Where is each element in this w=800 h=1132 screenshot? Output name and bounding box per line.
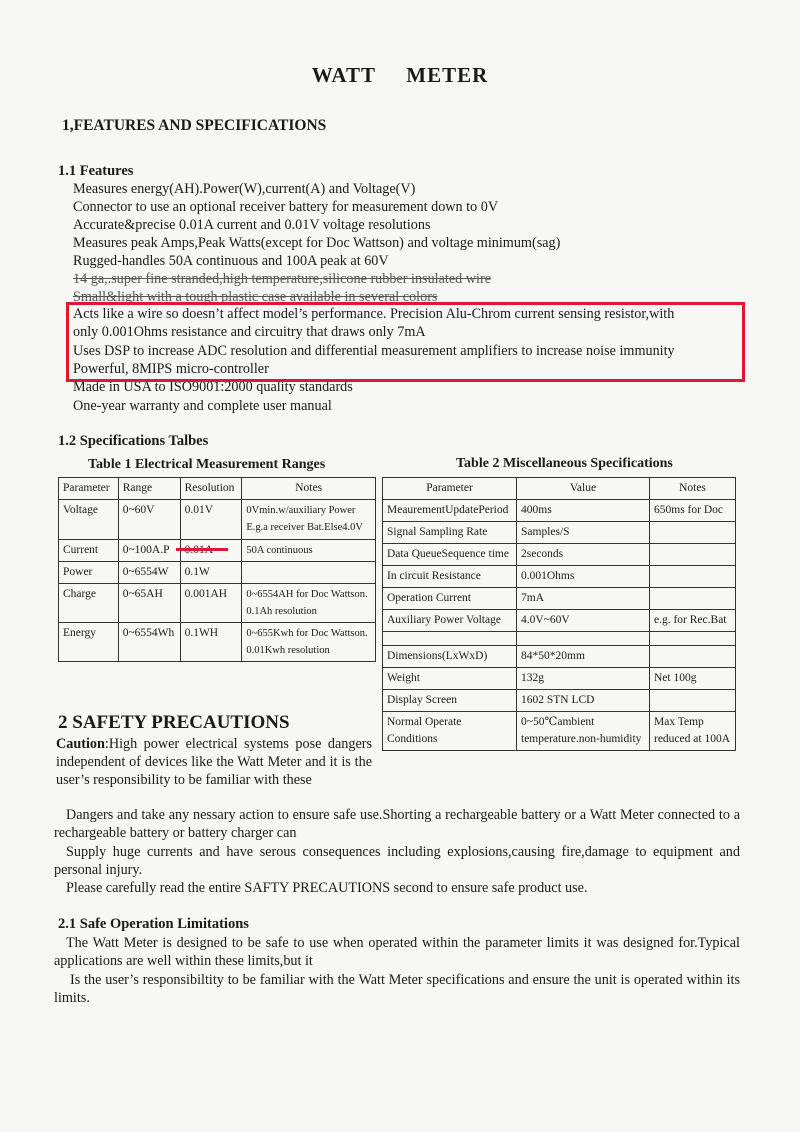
table-cell: MeaurementUpdatePeriod: [383, 500, 517, 522]
table-row: [383, 500, 736, 522]
table-cell: Signal Sampling Rate: [383, 522, 517, 544]
table-cell: 0~50℃ambient temperature.non-humidity: [517, 712, 650, 751]
feature-line-struck: Small&light with a tough plastic case available in several colors: [73, 289, 438, 305]
feature-line: Uses DSP to increase ADC resolution and differential measurement amplifiers to increase noise immunity: [73, 343, 675, 359]
table-cell: [650, 522, 736, 544]
table-cell: 0~655Kwh for Doc Wattson. 0.01Kwh resolution: [242, 623, 376, 662]
table-row: [59, 562, 376, 584]
table-row: [383, 668, 736, 690]
table-cell: e.g. for Rec.Bat: [650, 610, 736, 632]
table-header-cell: Parameter: [59, 478, 119, 500]
section-1-heading: 1,FEATURES AND SPECIFICATIONS: [62, 117, 327, 134]
table-cell: Operation Current: [383, 588, 517, 610]
feature-line: Connector to use an optional receiver battery for measurement down to 0V: [73, 199, 499, 215]
table-cell: [650, 646, 736, 668]
section-2-heading: 2 SAFETY PRECAUTIONS: [58, 712, 290, 733]
table-header-cell: Range: [118, 478, 180, 500]
caution-label: Caution: [56, 736, 105, 752]
table-cell: 1602 STN LCD: [517, 690, 650, 712]
feature-line: Powerful, 8MIPS micro-controller: [73, 361, 269, 377]
table2-caption: Table 2 Miscellaneous Specifications: [456, 456, 673, 471]
table-row: [383, 690, 736, 712]
table-cell: Auxiliary Power Voltage: [383, 610, 517, 632]
table-cell: Energy: [59, 623, 119, 662]
table-row: [59, 584, 376, 623]
table-cell: 0~100A.P: [118, 540, 180, 562]
table-header-cell: Value: [517, 478, 650, 500]
table-cell: [517, 632, 650, 646]
table-row: [383, 544, 736, 566]
caution-paragraph: [56, 735, 372, 789]
table-cell: 400ms: [517, 500, 650, 522]
safety-paragraph: Supply huge currents and have serous consequences including explosions,causing fire,damage to equipment and personal injury.: [54, 844, 740, 878]
section-2-1-heading: 2.1 Safe Operation Limitations: [58, 916, 249, 932]
table-row: [59, 500, 376, 540]
red-underline-mark: [176, 548, 228, 551]
table-cell: 0Vmin.w/auxiliary Power E.g.a receiver Bat.Else4.0V: [242, 500, 376, 540]
features-heading: 1.1 Features: [58, 163, 134, 179]
highlight-box: [66, 302, 745, 382]
table-cell: Display Screen: [383, 690, 517, 712]
table-cell: [650, 632, 736, 646]
table-cell: 84*50*20mm: [517, 646, 650, 668]
table-cell: 0~60V: [118, 500, 180, 540]
specs-heading: 1.2 Specifications Talbes: [58, 433, 209, 449]
table-row: [383, 610, 736, 632]
table-cell: 0.1W: [180, 562, 242, 584]
table-header-cell: Notes: [650, 478, 736, 500]
feature-line: Measures energy(AH).Power(W),current(A) and Voltage(V): [73, 181, 416, 197]
table-header-row: [59, 478, 376, 500]
table-cell: In circuit Resistance: [383, 566, 517, 588]
feature-line: only 0.001Ohms resistance and circuitry that draws only 7mA: [73, 324, 426, 340]
table-cell: 4.0V~60V: [517, 610, 650, 632]
limits-paragraph: The Watt Meter is designed to be safe to use when operated within the parameter limits it was designed for.Typical applications are well within these limits,but it: [54, 935, 740, 969]
table1-caption: Table 1 Electrical Measurement Ranges: [88, 457, 326, 472]
table-header-cell: Parameter: [383, 478, 517, 500]
table-header-row: [383, 478, 736, 500]
feature-line: Rugged-handles 50A continuous and 100A peak at 60V: [73, 253, 389, 269]
table-cell: [650, 566, 736, 588]
table-cell: Weight: [383, 668, 517, 690]
feature-line: Accurate&precise 0.01A current and 0.01V voltage resolutions: [73, 217, 431, 233]
table-row: [383, 588, 736, 610]
table-cell: Max Temp reduced at 100A: [650, 712, 736, 751]
table-row: [59, 623, 376, 662]
table-header-cell: Resolution: [180, 478, 242, 500]
table-cell: 0.1WH: [180, 623, 242, 662]
table-cell: 50A continuous: [242, 540, 376, 562]
table-header-cell: Notes: [242, 478, 376, 500]
table-cell: [383, 632, 517, 646]
table-cell: Dimensions(LxWxD): [383, 646, 517, 668]
table-cell: 0.001Ohms: [517, 566, 650, 588]
table-cell: 650ms for Doc: [650, 500, 736, 522]
table-cell: 0.01V: [180, 500, 242, 540]
table-row: [383, 712, 736, 751]
title-word-2: METER: [406, 63, 489, 87]
table-cell: 0.001AH: [180, 584, 242, 623]
safety-paragraph: Dangers and take any nessary action to ensure safe use.Shorting a rechargeable battery or a Watt Meter connected to a rechargeable battery or battery charger can: [54, 807, 740, 841]
feature-line: Acts like a wire so doesn’t affect model’s performance. Precision Alu-Chrom current sensing resistor,with: [73, 306, 675, 322]
table-cell: [650, 690, 736, 712]
table-cell: Net 100g: [650, 668, 736, 690]
page-title: [0, 63, 800, 88]
table-misc-specs: [382, 477, 736, 751]
table-electrical-ranges: [58, 477, 376, 662]
table-cell: Samples/S: [517, 522, 650, 544]
table-cell: Power: [59, 562, 119, 584]
table-cell: Charge: [59, 584, 119, 623]
feature-line: One-year warranty and complete user manual: [73, 398, 332, 414]
table-cell: 132g: [517, 668, 650, 690]
title-word-1: WATT: [311, 63, 377, 87]
table-cell: 0~6554W: [118, 562, 180, 584]
table-cell: Voltage: [59, 500, 119, 540]
table-cell: 0~6554AH for Doc Wattson. 0.1Ah resolution: [242, 584, 376, 623]
table-cell: Current: [59, 540, 119, 562]
table-cell: 0~65AH: [118, 584, 180, 623]
table-cell: [650, 544, 736, 566]
table-row: [383, 632, 736, 646]
table-cell: Data QueueSequence time: [383, 544, 517, 566]
safety-paragraph: Please carefully read the entire SAFTY PRECAUTIONS second to ensure safe product use.: [66, 880, 588, 896]
feature-line-struck: 14 ga,.super fine stranded,high temperature,silicone rubber insulated wire: [73, 271, 491, 287]
table-row: [383, 646, 736, 668]
feature-line: Made in USA to ISO9001:2000 quality standards: [73, 379, 353, 395]
limits-paragraph: Is the user’s responsibiltity to be familiar with the Watt Meter specifications and ensure the unit is operated within its limits.: [54, 972, 740, 1006]
table-cell: [242, 562, 376, 584]
table-cell: 2seconds: [517, 544, 650, 566]
feature-line: Measures peak Amps,Peak Watts(except for Doc Wattson) and voltage minimum(sag): [73, 235, 561, 251]
table-cell: 7mA: [517, 588, 650, 610]
caution-text: :High power electrical systems pose dangers independent of devices like the Watt Meter and it is the user’s responsibility to be familiar with these: [56, 736, 372, 788]
table-row: [383, 566, 736, 588]
table-cell: 0~6554Wh: [118, 623, 180, 662]
table-cell: Normal Operate Conditions: [383, 712, 517, 751]
table-row: [383, 522, 736, 544]
table-cell: [650, 588, 736, 610]
